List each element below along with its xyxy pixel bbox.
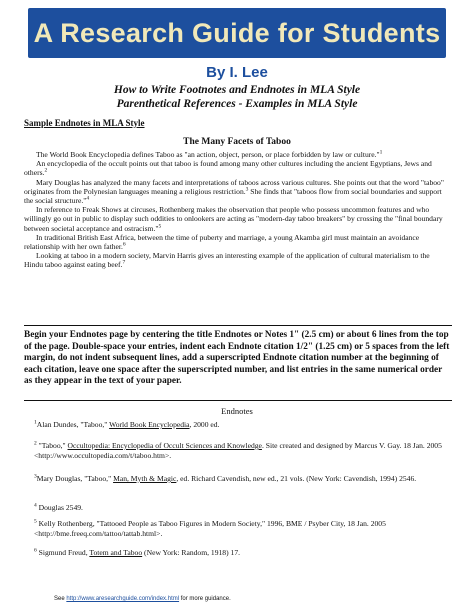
essay-body [24, 150, 450, 270]
note-marker: 3 [245, 186, 249, 193]
note-marker: 4 [86, 195, 90, 202]
endnote-number: 3 [34, 473, 37, 480]
endnotes-heading: Endnotes [221, 406, 253, 416]
endnote-text: "Taboo," [36, 441, 68, 450]
endnote-source-title: Man, Myth & Magic [113, 474, 177, 483]
endnote-text: . Site created and designed by Marcus V. Gay. 18 Jan. 2005 <http://www.occultopedia.com/t/taboo.htm>. [34, 441, 442, 460]
endnote-number: 1 [34, 419, 37, 426]
essay-paragraph-6 [24, 251, 450, 269]
note-marker: 5 [158, 223, 162, 230]
guide-banner-title: A Research Guide for Students [28, 8, 446, 58]
endnote-instructions: Begin your Endnotes page by centering the title Endnotes or Notes 1" (2.5 cm) or about 6 lines from the top of the page. Double-space your entries, indent each Endnote citation 1/2" (1.25 cm) or 5 spaces from the left margin, do not indent subsequent lines, add a superscripted Endnote citation number at the beginning of each citation, leave one space after the superscripted number, and list entries in the same numerical order as they appear in the text of your paper. [24, 330, 450, 387]
endnote-text: Sigmund Freud, [36, 548, 90, 557]
essay-title: The Many Facets of Taboo [183, 137, 291, 147]
endnote-text: Alan Dundes, "Taboo," [36, 420, 110, 429]
endnote-source-title: Occultopedia: Encyclopedia of Occult Sciences and Knowledge [67, 441, 262, 450]
endnote-number: 4 [34, 502, 37, 509]
footer-text: See [54, 596, 67, 602]
essay-paragraph-4 [24, 205, 450, 233]
note-marker: 1 [379, 149, 383, 156]
author-byline: By I. Lee [206, 64, 268, 81]
note-marker: 7 [122, 259, 126, 266]
footer-text: for more guidance. [179, 596, 231, 602]
paragraph-text: Looking at taboo in a modern society, Marvin Harris gives an interesting example of the application of cultural materialism to the Hindu taboo against eating beef. [24, 251, 430, 270]
endnote-text: Kelly Rothenberg, "Tattooed People as Taboo Figures in Modern Society," 1996, BME / Psyber City, 18 Jan. 2005 <http://bme.freeq.com/tattoo/tattab.html>. [34, 519, 386, 538]
endnote-text: Mary Douglas, "Taboo," [36, 474, 114, 483]
endnote-item [34, 503, 444, 513]
essay-paragraph-2 [24, 159, 450, 177]
endnote-item [34, 548, 444, 558]
paragraph-text: An encyclopedia of the occult points out that taboo is found among many other cultures including the ancient Egyptians, Jews and others. [24, 159, 432, 178]
endnote-source-title: World Book Encyclopedia [109, 420, 190, 429]
endnote-text: Douglas 2549. [36, 503, 83, 512]
essay-paragraph-5 [24, 233, 450, 251]
subtitle-line-2: Parenthetical References - Examples in MLA Style [116, 98, 358, 110]
note-marker: 2 [44, 167, 48, 174]
page-footer [54, 596, 231, 602]
endnote-text: , 2000 ed. [189, 420, 220, 429]
note-marker: 6 [122, 241, 126, 248]
endnote-item [34, 441, 444, 461]
paragraph-text: The World Book Encyclopedia defines Taboo as "an action, object, person, or place forbidden by law or culture." [36, 150, 380, 159]
divider [24, 325, 452, 326]
sample-section-heading: Sample Endnotes in MLA Style [24, 118, 145, 128]
endnote-number: 2 [34, 440, 37, 447]
essay-paragraph-3 [24, 178, 450, 206]
endnote-item [34, 420, 444, 430]
subtitle-line-1: How to Write Footnotes and Endnotes in MLA Style [113, 84, 361, 96]
essay-paragraph-1 [24, 150, 450, 159]
paragraph-text: In reference to Freak Shows at circuses, Rothenberg makes the observation that people who possess uncommon features and who willingly go out in public to display such oddities to onlookers are acting as "modern-day taboo breakers" by crossing the "final boundary between societal acceptance and ostracism." [24, 205, 443, 233]
endnote-number: 5 [34, 518, 37, 525]
endnote-text: (New York: Random, 1918) 17. [142, 548, 241, 557]
endnote-source-title: Totem and Taboo [89, 548, 143, 557]
footer-link[interactable]: http://www.aresearchguide.com/index.html [66, 596, 180, 602]
endnote-number: 6 [34, 547, 37, 554]
paragraph-text: Mary Douglas has analyzed the many facets and interpretations of taboos across various cultures. She points out that the word "taboo" originates from the Polynesian languages meaning a religious restriction. [24, 177, 444, 196]
paragraph-text: She finds that "taboos flow from social boundaries and support the social structure." [24, 186, 442, 206]
endnote-item [34, 474, 444, 484]
divider [24, 400, 452, 401]
endnote-item [34, 519, 444, 539]
paragraph-text: In traditional British East Africa, between the time of puberty and marriage, a young Akamba girl must maintain an avoidance relationship with her own father. [24, 232, 420, 252]
endnote-text: , ed. Richard Cavendish, new ed., 21 vols. (New York: Cavendish, 1994) 2546. [176, 474, 417, 483]
